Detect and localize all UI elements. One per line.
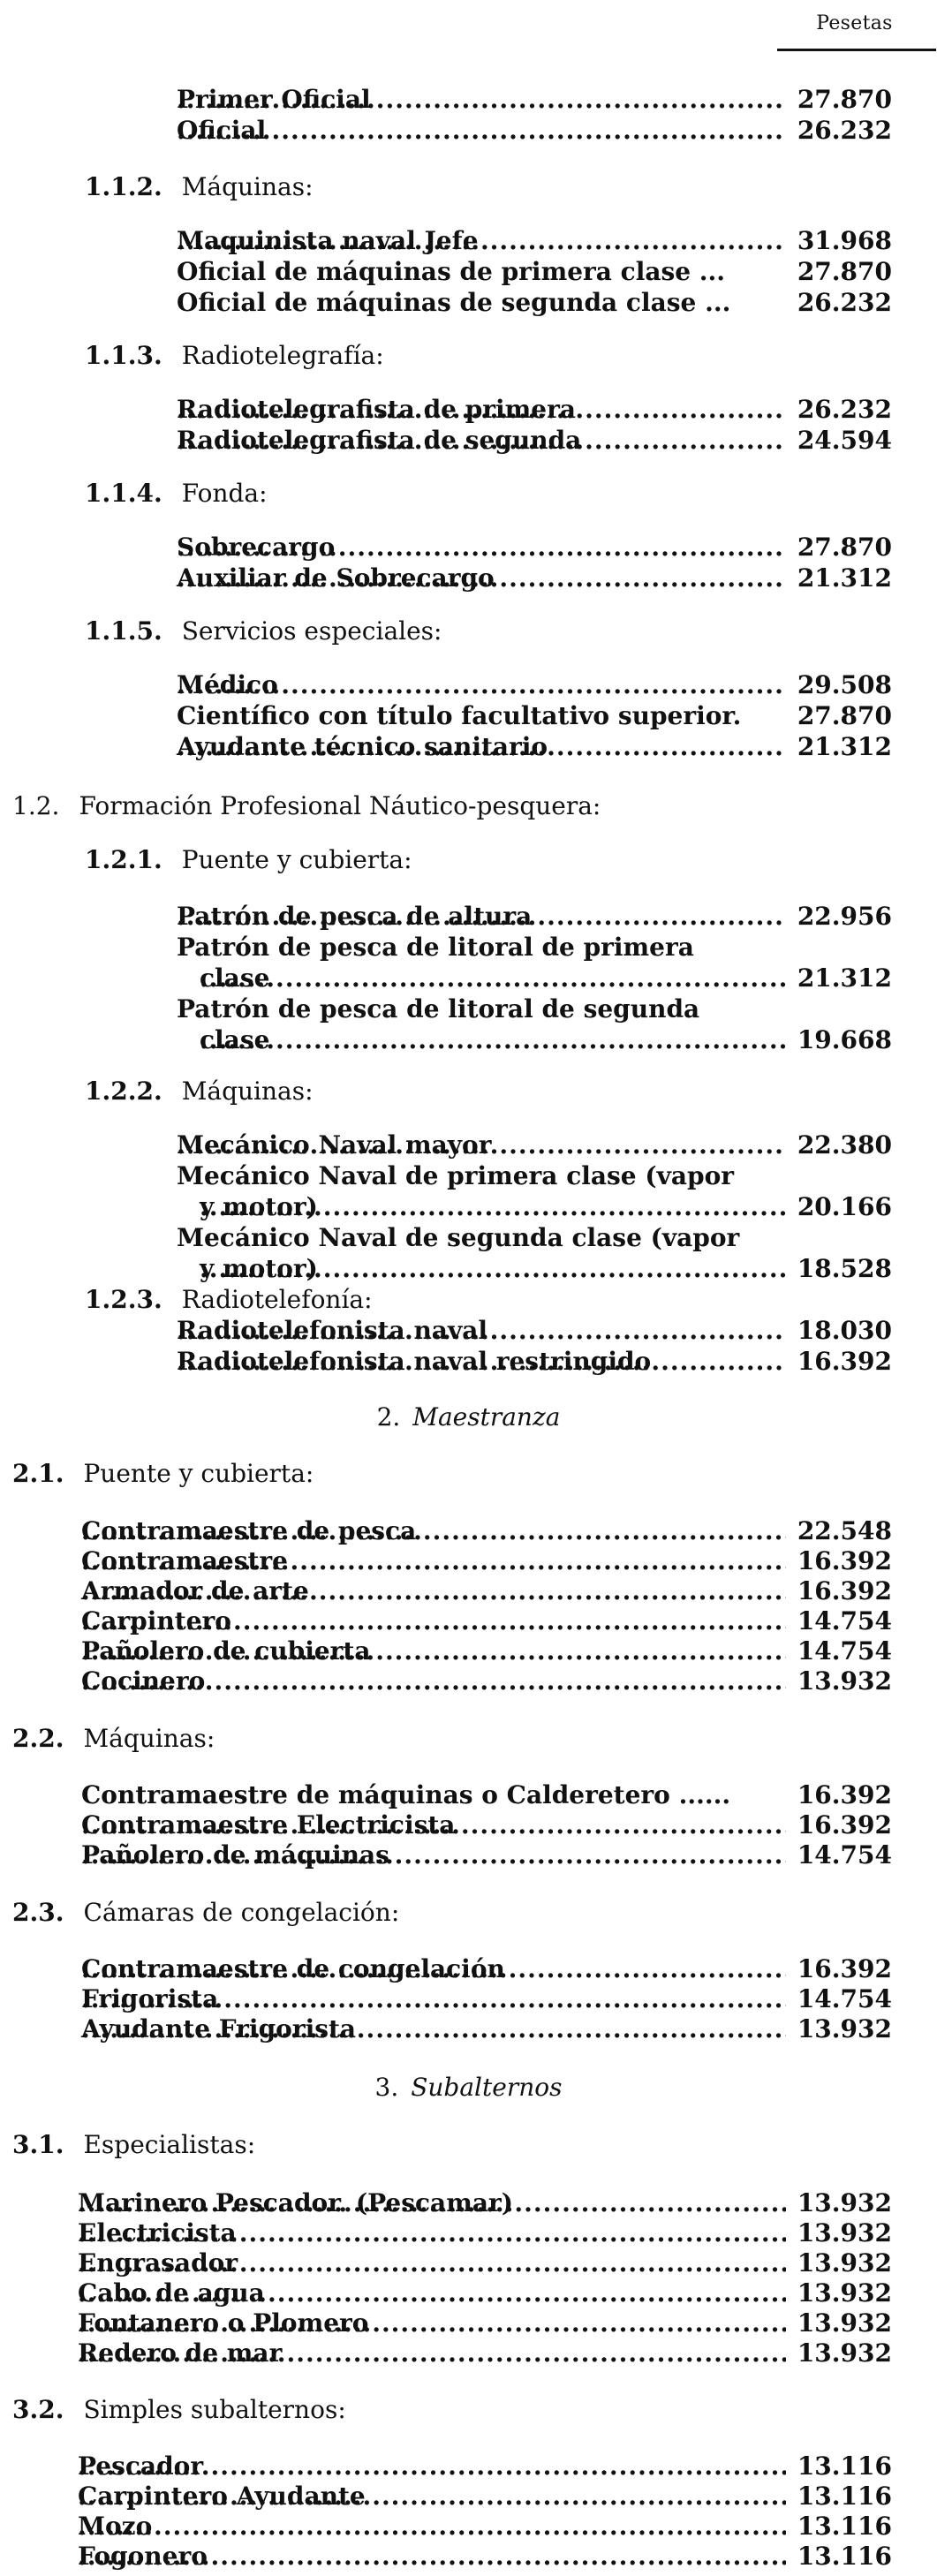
- salary-row: [81, 1516, 892, 1546]
- leader-dots: [78, 2451, 786, 2482]
- salary-row: [78, 2308, 892, 2338]
- section-heading: [85, 172, 314, 202]
- category-label: Contramaestre de pesca: [81, 1516, 419, 1546]
- leader-dots: [177, 1347, 786, 1377]
- category-label: Sobrecargo: [177, 533, 338, 563]
- salary-value: 14.754: [797, 1984, 892, 2013]
- category-label-cont: y motor): [200, 1192, 321, 1222]
- salary-row: [177, 1316, 892, 1346]
- salary-row-line2: [200, 1254, 892, 1284]
- salary-row: [81, 1954, 892, 1984]
- salary-row: [81, 1576, 892, 1606]
- section-heading: [12, 2395, 346, 2425]
- part-title: [0, 2073, 937, 2103]
- section-title: Puente y cubierta:: [181, 845, 412, 874]
- salary-row: [78, 2188, 892, 2218]
- leader-dots: [81, 1606, 786, 1636]
- salary-value: 13.932: [797, 2278, 892, 2308]
- part-number: 3.: [374, 2073, 399, 2102]
- salary-row-line1: [177, 1223, 892, 1253]
- salary-value: 26.232: [797, 116, 892, 145]
- section-number: 1.1.3.: [85, 341, 162, 370]
- section-heading: [12, 1898, 399, 1928]
- salary-value: 19.668: [797, 1025, 892, 1054]
- category-label: Frigorista: [81, 1984, 222, 2014]
- leader-dots: [78, 2542, 786, 2572]
- part-title: [0, 1402, 937, 1432]
- leader-dots: [81, 1810, 786, 1840]
- salary-row: [177, 1130, 892, 1160]
- category-label: Fogonero: [78, 2542, 211, 2572]
- salary-value: 13.116: [797, 2482, 892, 2511]
- section-title: Cámaras de congelación:: [83, 1898, 400, 1927]
- section-title: Formación Profesional Náutico-pesquera:: [79, 791, 601, 820]
- section-number: 1.1.2.: [85, 172, 162, 201]
- section-number: 2.2.: [12, 1724, 64, 1753]
- salary-row: [81, 1984, 892, 2014]
- category-label: Cabo de agua: [78, 2278, 268, 2308]
- category-label: Radiotelefonista naval restringido: [177, 1347, 654, 1377]
- section-heading: [85, 341, 384, 371]
- salary-value: 24.594: [797, 426, 892, 455]
- category-label-cont: clase: [200, 963, 273, 993]
- category-label: Armador de arte: [81, 1576, 313, 1606]
- section-heading: [85, 616, 442, 646]
- section-title: Máquinas:: [181, 1076, 314, 1106]
- category-label: Contramaestre de máquinas o Calderetero ......: [81, 1780, 734, 1810]
- category-label: Radiotelegrafista de segunda: [177, 426, 585, 456]
- salary-row: [177, 288, 892, 318]
- section-heading: [12, 2130, 255, 2160]
- leader-dots: [200, 963, 786, 993]
- section-title: Servicios especiales:: [181, 616, 442, 646]
- salary-row: [81, 1840, 892, 1870]
- salary-value: 22.548: [797, 1516, 892, 1545]
- currency-column-header: Pesetas: [816, 12, 893, 34]
- category-label: Fontanero o Plomero: [78, 2308, 372, 2338]
- salary-value: 16.392: [797, 1780, 892, 1809]
- section-number: 3.2.: [12, 2395, 64, 2424]
- leader-dots: [200, 1192, 786, 1222]
- category-label: Patrón de pesca de altura: [177, 902, 535, 932]
- category-label: Oficial de máquinas de segunda clase ...: [177, 288, 734, 318]
- leader-dots: [81, 1576, 786, 1606]
- salary-value: 16.392: [797, 1954, 892, 1983]
- leader-dots: [78, 2482, 786, 2512]
- salary-row: [81, 1810, 892, 1840]
- category-label: Redero de mar: [78, 2338, 285, 2368]
- header-rule: [777, 49, 936, 51]
- leader-dots: [177, 1316, 786, 1346]
- leader-dots: [78, 2248, 786, 2278]
- salary-value: 14.754: [797, 1840, 892, 1870]
- category-label: Médico: [177, 670, 282, 700]
- salary-row: [177, 426, 892, 456]
- salary-value: 22.380: [797, 1130, 892, 1160]
- salary-value: 31.968: [797, 226, 892, 255]
- salary-value: 21.312: [797, 563, 892, 593]
- leader-dots: [177, 426, 786, 456]
- salary-value: 27.870: [797, 257, 892, 286]
- salary-row: [177, 226, 892, 256]
- salary-value: 16.392: [797, 1576, 892, 1605]
- leader-dots: [81, 1666, 786, 1696]
- salary-row: [81, 1546, 892, 1576]
- part-title-text: Maestranza: [412, 1402, 561, 1432]
- salary-value: 14.754: [797, 1606, 892, 1635]
- section-number: 1.2.1.: [85, 845, 162, 874]
- leader-dots: [78, 2338, 786, 2368]
- salary-value: 27.870: [797, 533, 892, 562]
- category-label: Marinero Pescador. (Pescamar): [78, 2188, 517, 2218]
- section-title: Máquinas:: [181, 172, 314, 201]
- salary-row: [81, 1636, 892, 1666]
- category-label-cont: y motor): [200, 1254, 321, 1284]
- leader-dots: [177, 226, 786, 256]
- salary-value: 18.030: [797, 1316, 892, 1345]
- salary-value: 13.932: [797, 2308, 892, 2338]
- salary-row: [78, 2338, 892, 2368]
- category-label: Contramaestre Electricista: [81, 1810, 458, 1840]
- category-label: Científico con título facultativo superior.: [177, 701, 744, 731]
- category-label: Mozo: [78, 2512, 155, 2542]
- salary-row: [177, 395, 892, 425]
- salary-row: [177, 116, 892, 146]
- leader-dots: [81, 1954, 786, 1984]
- section-number: 1.2.3.: [85, 1285, 162, 1314]
- salary-row-line2: [200, 1192, 892, 1222]
- category-label: Ayudante técnico sanitario: [177, 732, 551, 762]
- section-heading: [85, 479, 268, 509]
- salary-row: [177, 533, 892, 563]
- salary-value: 27.870: [797, 85, 892, 114]
- section-title: Radiotelegrafía:: [181, 341, 384, 370]
- part-number: 2.: [376, 1402, 401, 1432]
- leader-dots: [177, 85, 786, 115]
- leader-dots: [78, 2188, 786, 2218]
- category-label: Oficial: [177, 116, 269, 146]
- salary-value: 21.312: [797, 732, 892, 761]
- leader-dots: [177, 902, 786, 932]
- section-title: Puente y cubierta:: [83, 1459, 314, 1488]
- leader-dots: [200, 1254, 786, 1284]
- salary-row: [177, 732, 892, 762]
- category-label: Primer Oficial: [177, 85, 374, 115]
- category-label: Pañolero de cubierta: [81, 1636, 374, 1666]
- salary-value: 13.932: [797, 2218, 892, 2247]
- category-label: Radiotelefonista naval: [177, 1316, 491, 1346]
- category-label: Oficial de máquinas de primera clase ...: [177, 257, 729, 287]
- section-number: 1.2.2.: [85, 1076, 162, 1106]
- section-number: 2.1.: [12, 1459, 64, 1488]
- category-label: Pescador: [78, 2451, 207, 2482]
- salary-value: 13.116: [797, 2542, 892, 2571]
- salary-row: [78, 2542, 892, 2572]
- salary-value: 13.932: [797, 1666, 892, 1696]
- salary-row-line2: [200, 963, 892, 993]
- leader-dots: [177, 1130, 786, 1160]
- section-title: Especialistas:: [83, 2130, 256, 2159]
- salary-row: [78, 2218, 892, 2248]
- section-title: Radiotelefonía:: [181, 1285, 373, 1314]
- salary-row-line2: [200, 1025, 892, 1055]
- part-title-text: Subalternos: [411, 2073, 563, 2102]
- salary-value: 26.232: [797, 395, 892, 424]
- leader-dots: [78, 2308, 786, 2338]
- salary-value: 13.116: [797, 2451, 892, 2481]
- leader-dots: [81, 2014, 786, 2044]
- category-label: Mecánico Naval mayor: [177, 1130, 495, 1160]
- leader-dots: [78, 2512, 786, 2542]
- salary-row-line1: [177, 994, 892, 1024]
- category-label: Maquinista naval Jefe: [177, 226, 482, 256]
- salary-row-line1: [177, 933, 892, 963]
- section-title: Simples subalternos:: [83, 2395, 346, 2424]
- section-number: 1.1.4.: [85, 479, 162, 508]
- category-label: Patrón de pesca de litoral de segunda: [177, 994, 703, 1024]
- leader-dots: [200, 1025, 786, 1055]
- salary-value: 13.932: [797, 2248, 892, 2278]
- category-label: Pañolero de máquinas: [81, 1840, 393, 1870]
- category-label: Mecánico Naval de primera clase (vapor: [177, 1161, 737, 1191]
- section-heading: [85, 1076, 314, 1107]
- salary-value: 16.392: [797, 1546, 892, 1575]
- salary-row: [177, 563, 892, 593]
- salary-value: 13.932: [797, 2014, 892, 2043]
- leader-dots: [177, 563, 786, 593]
- category-label-cont: clase: [200, 1025, 273, 1055]
- category-label: Cocinero: [81, 1666, 208, 1696]
- salary-row: [177, 902, 892, 932]
- salary-value: 27.870: [797, 701, 892, 730]
- salary-row: [78, 2451, 892, 2482]
- leader-dots: [78, 2278, 786, 2308]
- leader-dots: [81, 1984, 786, 2014]
- salary-value: 16.392: [797, 1347, 892, 1376]
- category-label: Contramaestre: [81, 1546, 291, 1576]
- category-label: Mecánico Naval de segunda clase (vapor: [177, 1223, 743, 1253]
- section-heading: [12, 791, 601, 821]
- salary-value: 20.166: [797, 1192, 892, 1221]
- salary-value: 13.932: [797, 2338, 892, 2368]
- salary-value: 13.116: [797, 2512, 892, 2541]
- salary-value: 13.932: [797, 2188, 892, 2217]
- section-heading: [12, 1724, 215, 1754]
- salary-row: [78, 2278, 892, 2308]
- section-number: 3.1.: [12, 2130, 64, 2159]
- leader-dots: [81, 1840, 786, 1870]
- salary-row: [177, 701, 892, 731]
- salary-value: 16.392: [797, 1810, 892, 1839]
- category-label: Patrón de pesca de litoral de primera: [177, 933, 698, 963]
- salary-value: 14.754: [797, 1636, 892, 1666]
- salary-value: 29.508: [797, 670, 892, 699]
- salary-row: [177, 257, 892, 287]
- leader-dots: [177, 395, 786, 425]
- category-label: Contramaestre de congelación: [81, 1954, 509, 1984]
- leader-dots: [177, 533, 786, 563]
- section-number: 1.2.: [12, 791, 60, 820]
- leader-dots: [81, 1546, 786, 1576]
- section-number: 1.1.5.: [85, 616, 162, 646]
- salary-value: 26.232: [797, 288, 892, 317]
- category-label: Carpintero: [81, 1606, 235, 1636]
- leader-dots: [78, 2218, 786, 2248]
- section-heading: [85, 1285, 373, 1315]
- leader-dots: [81, 1636, 786, 1666]
- salary-value: 21.312: [797, 963, 892, 993]
- salary-row: [177, 85, 892, 115]
- section-heading: [85, 845, 412, 875]
- category-label: Carpintero Ayudante: [78, 2482, 369, 2512]
- salary-row: [81, 2014, 892, 2044]
- salary-row: [81, 1606, 892, 1636]
- category-label: Radiotelegrafista de primera: [177, 395, 579, 425]
- category-label: Ayudante Frigorista: [81, 2014, 359, 2044]
- leader-dots: [177, 116, 786, 146]
- category-label: Electricista: [78, 2218, 240, 2248]
- category-label: Engrasador: [78, 2248, 241, 2278]
- salary-value: 18.528: [797, 1254, 892, 1283]
- salary-row-line1: [177, 1161, 892, 1191]
- section-heading: [12, 1459, 314, 1489]
- salary-row: [78, 2482, 892, 2512]
- salary-value: 22.956: [797, 902, 892, 931]
- leader-dots: [177, 670, 786, 700]
- salary-row: [78, 2248, 892, 2278]
- section-title: Máquinas:: [83, 1724, 215, 1753]
- section-number: 2.3.: [12, 1898, 64, 1927]
- leader-dots: [177, 732, 786, 762]
- salary-row: [177, 1347, 892, 1377]
- salary-row: [177, 670, 892, 700]
- salary-row: [81, 1780, 892, 1810]
- salary-row: [78, 2512, 892, 2542]
- leader-dots: [81, 1516, 786, 1546]
- category-label: Auxiliar de Sobrecargo: [177, 563, 498, 593]
- section-title: Fonda:: [181, 479, 268, 508]
- salary-row: [81, 1666, 892, 1696]
